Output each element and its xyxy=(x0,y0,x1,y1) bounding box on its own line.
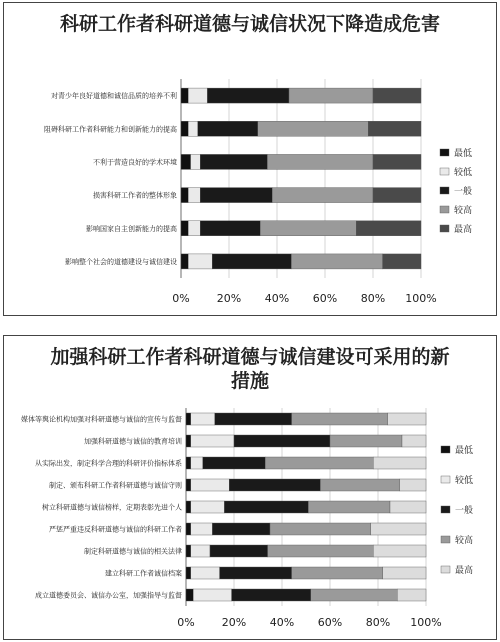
chart-2-bar-segment-1 xyxy=(186,567,191,579)
chart-2-bar-segment-4 xyxy=(330,435,402,447)
chart-2-category-label: 严惩严重违反科研道德与诚信的科研工作者 xyxy=(49,525,182,534)
chart-1-category-label: 不利于营造良好的学术环境 xyxy=(93,158,177,167)
chart-2-bar-segment-2 xyxy=(191,523,213,535)
chart-1-x-tick-label: 100% xyxy=(405,292,437,305)
chart-1-bar-segment-1 xyxy=(181,221,188,236)
chart-2-bar-segment-3 xyxy=(203,457,265,469)
chart-1-category-label: 阻碍科研工作者科研能力和创新能力的提高 xyxy=(44,125,177,134)
chart-2-bar-segment-2 xyxy=(191,545,210,557)
chart-2-bar-segment-5 xyxy=(388,413,426,425)
chart-1-bar-segment-4 xyxy=(289,88,373,103)
chart-2-bar-segment-2 xyxy=(193,589,231,601)
chart-1-bar-segment-3 xyxy=(207,88,289,103)
chart-1-legend-swatch xyxy=(440,187,449,194)
chart-2-category-label: 加强科研道德与诚信的教育培训 xyxy=(84,437,182,446)
chart-2-category-label: 树立科研道德与诚信榜样，定期表彰先进个人 xyxy=(42,503,182,512)
chart-1-legend-swatch xyxy=(440,149,449,156)
chart-1-bar-segment-4 xyxy=(272,188,373,203)
chart-2-bar-segment-4 xyxy=(311,589,397,601)
chart-1-bar-segment-3 xyxy=(200,154,267,169)
chart-2-legend-swatch xyxy=(441,536,450,543)
chart-2-bar-segment-4 xyxy=(265,457,373,469)
chart-2-x-tick-label: 60% xyxy=(317,616,343,629)
chart-1-legend-label: 一般 xyxy=(454,187,473,197)
chart-2-bar-segment-5 xyxy=(383,567,426,579)
chart-2-x-tick-label: 0% xyxy=(177,616,195,629)
chart-1-legend-swatch xyxy=(440,206,449,213)
chart-1-bar-segment-5 xyxy=(356,221,421,236)
chart-2-bar-segment-2 xyxy=(191,567,220,579)
chart-2-legend-swatch xyxy=(441,506,450,513)
chart-1-x-tick-label: 60% xyxy=(312,292,338,305)
chart-2-bar-segment-1 xyxy=(186,413,191,425)
chart-2-category-label: 制定、颁布科研工作者科研道德与诚信守则 xyxy=(49,481,182,490)
chart-1-x-tick-label: 0% xyxy=(172,292,190,305)
chart-2-x-tick-label: 80% xyxy=(365,616,391,629)
chart-2-legend-label: 最高 xyxy=(455,566,474,576)
chart-2-bar-segment-3 xyxy=(229,479,320,491)
chart-1-bar-segment-5 xyxy=(373,188,421,203)
chart-2-title: 加强科研工作者科研道德与诚信建设可采用的新措施 xyxy=(50,346,450,392)
chart-2-panel xyxy=(3,335,497,640)
chart-1-category-label: 影响国家自主创新能力的提高 xyxy=(86,224,177,233)
chart-2-bar-segment-4 xyxy=(292,567,383,579)
chart-2-bar-segment-2 xyxy=(191,457,203,469)
chart-2-x-tick-label: 20% xyxy=(221,616,247,629)
chart-1-bar-segment-2 xyxy=(188,88,207,103)
chart-1-legend-swatch xyxy=(440,168,449,175)
chart-1-legend-swatch xyxy=(440,225,449,232)
chart-1-bar-segment-1 xyxy=(181,254,188,269)
chart-2-bar-segment-3 xyxy=(210,545,268,557)
chart-1-bar-segment-5 xyxy=(383,254,421,269)
chart-2-bar-segment-1 xyxy=(186,479,191,491)
chart-2-bar-segment-5 xyxy=(371,523,426,535)
chart-2-bar-segment-1 xyxy=(186,501,191,513)
chart-1-bar-segment-3 xyxy=(212,254,291,269)
chart-2-bar-segment-3 xyxy=(220,567,292,579)
chart-2-category-label: 成立道德委员会、诚信办公室，加强指导与监督 xyxy=(35,591,182,600)
chart-2-bar-segment-3 xyxy=(234,435,330,447)
chart-2-bar-segment-5 xyxy=(402,435,426,447)
chart-1-bar-segment-4 xyxy=(267,154,373,169)
chart-2-bar-segment-1 xyxy=(186,457,191,469)
chart-1-bar-segment-3 xyxy=(200,188,272,203)
chart-1-panel xyxy=(3,2,497,316)
chart-2-bar-segment-5 xyxy=(397,589,426,601)
chart-1-bar-segment-4 xyxy=(258,121,368,136)
chart-1-legend-label: 最低 xyxy=(454,149,473,159)
chart-2-bar-segment-5 xyxy=(400,479,426,491)
chart-2-bar-segment-5 xyxy=(390,501,426,513)
chart-2-bar-segment-2 xyxy=(191,479,229,491)
chart-2-bar-segment-2 xyxy=(191,501,225,513)
chart-2-bar-segment-3 xyxy=(232,589,311,601)
chart-1-category-label: 损害科研工作者的整体形象 xyxy=(93,191,177,200)
chart-2-category-label: 从实际出发，制定科学合理的科研评价指标体系 xyxy=(35,459,182,468)
chart-1-category-label: 影响整个社会的道德建设与诚信建设 xyxy=(65,257,177,266)
chart-1-bar-segment-2 xyxy=(191,154,201,169)
chart-2-legend-swatch xyxy=(441,566,450,573)
chart-2-x-tick-label: 100% xyxy=(410,616,442,629)
chart-2-bar-segment-3 xyxy=(224,501,308,513)
chart-1-bar-segment-2 xyxy=(188,121,198,136)
chart-2-legend-swatch xyxy=(441,446,450,453)
chart-2-bar-segment-1 xyxy=(186,545,191,557)
chart-1-bar-segment-3 xyxy=(200,221,260,236)
chart-2-bar-segment-3 xyxy=(215,413,292,425)
chart-1-bar-segment-5 xyxy=(368,121,421,136)
chart-1-legend-label: 较高 xyxy=(454,206,473,216)
chart-2-bar-segment-5 xyxy=(373,545,426,557)
chart-2-category-label: 媒体等舆论机构加强对科研道德与诚信的宣传与监督 xyxy=(21,415,182,424)
chart-2-bar-segment-4 xyxy=(292,413,388,425)
chart-2-bar-segment-4 xyxy=(320,479,399,491)
chart-1-bar-segment-1 xyxy=(181,188,188,203)
chart-2-svg xyxy=(4,336,496,639)
chart-2-bar-segment-2 xyxy=(191,413,215,425)
chart-1-bar-segment-1 xyxy=(181,88,188,103)
chart-2-bar-segment-3 xyxy=(212,523,270,535)
chart-1-bar-segment-1 xyxy=(181,121,188,136)
chart-2-x-tick-label: 40% xyxy=(269,616,295,629)
chart-1-bar-segment-5 xyxy=(373,88,421,103)
chart-1-bar-segment-4 xyxy=(291,254,382,269)
chart-2-bar-segment-1 xyxy=(186,435,191,447)
chart-1-legend-label: 较低 xyxy=(454,168,473,178)
chart-2-legend-swatch xyxy=(441,476,450,483)
chart-2-bar-segment-4 xyxy=(270,523,371,535)
chart-1-x-tick-label: 80% xyxy=(360,292,386,305)
chart-1-x-tick-label: 20% xyxy=(216,292,242,305)
chart-2-legend-label: 较高 xyxy=(455,536,474,546)
chart-2-bar-segment-2 xyxy=(191,435,234,447)
chart-2-category-label: 制定科研道德与诚信的相关法律 xyxy=(84,547,182,556)
chart-1-category-label: 对青少年良好道德和诚信品质的培养不利 xyxy=(51,92,177,101)
chart-2-bar-segment-1 xyxy=(186,523,191,535)
chart-2-bar-segment-5 xyxy=(373,457,426,469)
chart-1-bar-segment-3 xyxy=(198,121,258,136)
chart-1-bar-segment-4 xyxy=(260,221,356,236)
chart-2-bar-segment-4 xyxy=(268,545,374,557)
chart-2-legend-label: 最低 xyxy=(455,446,474,456)
chart-2-bar-segment-1 xyxy=(186,589,193,601)
chart-1-bar-segment-2 xyxy=(188,254,212,269)
chart-1-title: 科研工作者科研道德与诚信状况下降造成危害 xyxy=(59,13,440,35)
chart-1-svg xyxy=(4,3,496,315)
chart-2-legend-label: 一般 xyxy=(455,506,474,516)
chart-2-category-label: 建立科研工作者诚信档案 xyxy=(105,569,182,578)
chart-1-bar-segment-2 xyxy=(188,221,200,236)
chart-2-bar-segment-4 xyxy=(308,501,390,513)
chart-1-bar-segment-2 xyxy=(188,188,200,203)
chart-1-bar-segment-1 xyxy=(181,154,191,169)
chart-2-legend-label: 较低 xyxy=(455,476,474,486)
chart-1-bar-segment-5 xyxy=(373,154,421,169)
chart-1-legend-label: 最高 xyxy=(454,225,473,235)
chart-1-x-tick-label: 40% xyxy=(264,292,290,305)
